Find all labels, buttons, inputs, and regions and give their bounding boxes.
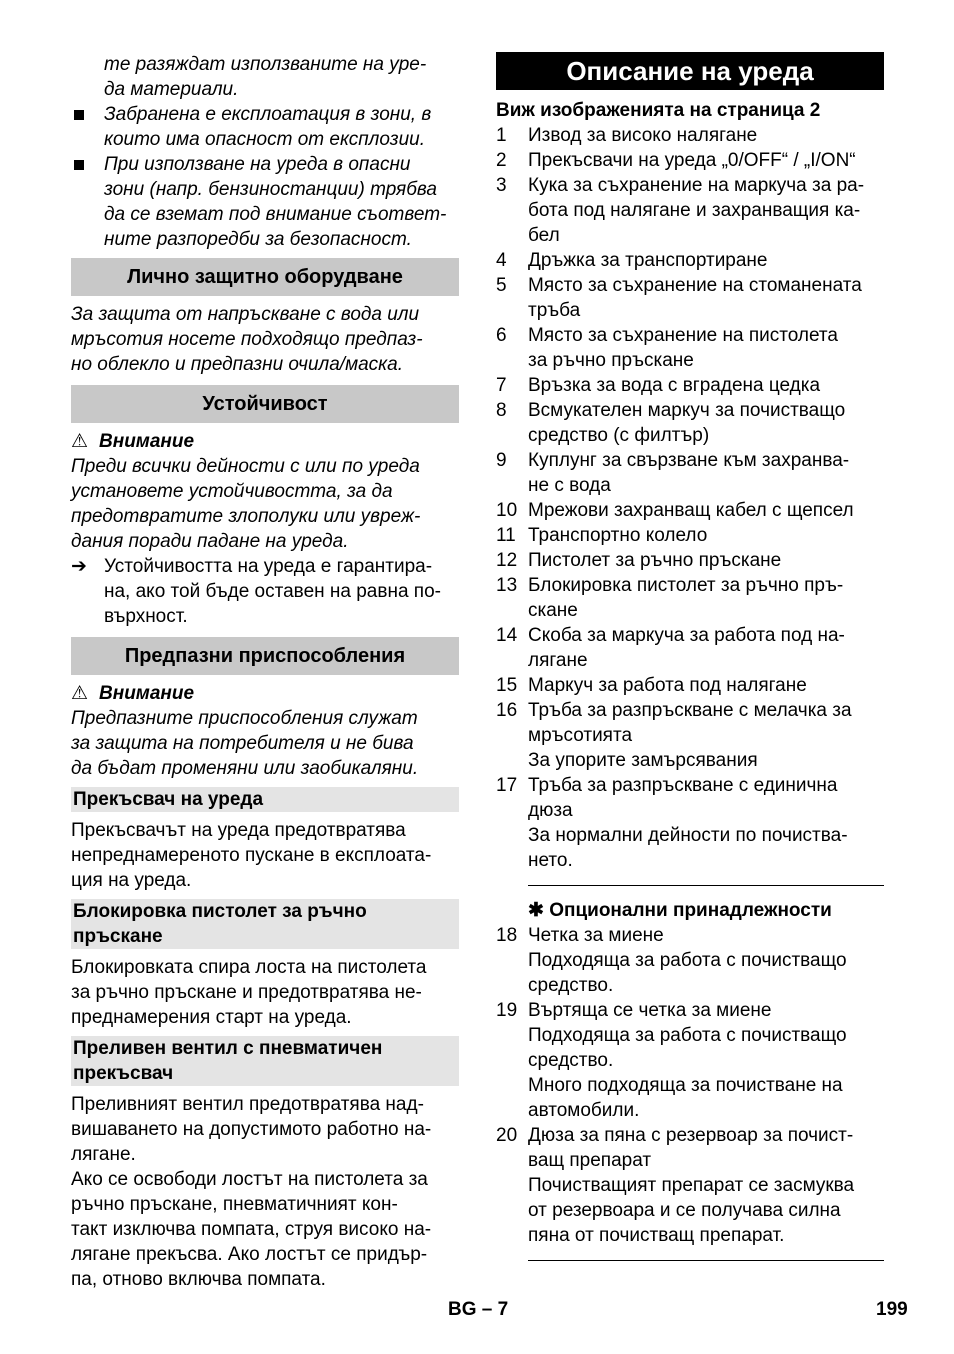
text-line: дания поради падане на уреда. [71,531,349,552]
item-text-line: тръба [528,300,581,321]
item-text-line: нето. [528,850,573,871]
item-number: 2 [496,150,507,171]
item-number: 5 [496,275,507,296]
item-text-line: бел [528,225,560,246]
list-item [496,548,884,573]
list-item [496,498,884,523]
continued-text [71,52,459,102]
list-item [496,998,884,1123]
figures-reference: Виж изображенията на страница 2 [496,100,821,121]
item-text-line: Прекъсвачи на уреда „0/OFF“ / „I/ON“ [528,150,856,171]
item-text-line: Място за съхранение на пистолета [528,325,838,346]
item-text-line: Тръба за разпръскване с единична [528,775,838,796]
item-text-line: Куплунг за свързване към захранва- [528,450,850,471]
optional-accessories-list [496,923,884,1248]
divider [528,1260,884,1261]
heading-safety-devices: Предпазни приспособления [71,637,459,675]
heading-line: прекъсвач [73,1063,174,1084]
item-text-line: Подходяща за работа с почистващо [528,1025,847,1046]
item-text-line: Транспортно колело [528,525,708,546]
item-text-line: Подходяща за работа с почистващо [528,950,847,971]
item-text-line: Почистващият препарат се засмуква [528,1175,855,1196]
list-item [496,773,884,873]
item-text-line: Връзка за вода с вградена цедка [528,375,821,396]
section-title: Описание на уреда [496,52,884,90]
valve-text [71,1092,459,1292]
heading-stability: Устойчивост [71,385,459,423]
item-number: 17 [496,775,518,796]
text-line: Ако се освободи лостът на пистолета за [71,1169,428,1190]
item-text-line: Пистолет за ръчно пръскане [528,550,782,571]
item-text-line: Тръба за разпръскване с мелачка за [528,700,852,721]
right-column [496,52,884,1273]
text-line: върхност. [104,606,188,627]
item-text-line: мръсотията [528,725,633,746]
heading-line: пръскане [73,926,163,947]
item-number: 11 [496,525,516,546]
text-line: такт изключва помпата, струя високо на- [71,1219,432,1240]
warning-triangle-icon: ⚠ [71,683,89,704]
list-item [496,123,884,148]
warning-text: Внимание [99,431,195,452]
divider [528,885,884,886]
heading-ppe: Лично защитно оборудване [71,258,459,296]
text-line: за ръчно пръскане и предотвратява не- [71,982,422,1003]
item-number: 4 [496,250,507,271]
text-line: те разяждат използваните на уре- [104,54,427,75]
list-item [496,698,884,773]
item-number: 9 [496,450,507,471]
heading-gun-lock [71,899,459,949]
item-text-line: лягане [528,650,588,671]
item-text-line: от резервоара и се получава силна [528,1200,841,1221]
item-text-line: За упорите замърсявания [528,750,758,771]
item-number: 13 [496,575,518,596]
optional-accessories-heading: ✱ Опционални принадлежности [528,900,832,921]
warning-triangle-icon: ⚠ [71,431,89,452]
item-text-line: Въртяща се четка за миене [528,1000,772,1021]
heading-device-switch: Прекъсвач на уреда [71,787,459,812]
square-bullet-icon [74,160,84,170]
item-text-line: Много подходяща за почистване на [528,1075,843,1096]
text-line: ните разпоредби за безопасност. [104,229,412,250]
item-number: 8 [496,400,507,421]
list-item [496,323,884,373]
item-number: 7 [496,375,507,396]
text-line: Забранена е експлоатация в зони, в [104,104,432,125]
heading-line: Блокировка пистолет за ръчно [73,901,367,922]
list-item [496,923,884,998]
text-line: Устойчивостта на уреда е гарантира- [104,556,433,577]
item-text-line: Дръжка за транспортиране [528,250,768,271]
text-line: установете устойчивостта, за да [71,481,393,502]
list-item [496,148,884,173]
item-text-line: За нормални дейности по почиства- [528,825,848,846]
text-line: лягане прекъсва. Ако лостът се придър- [71,1244,428,1265]
text-line: мръсотия носете подходящо предпаз- [71,329,423,350]
arrow-right-icon: ➔ [71,556,87,577]
item-number: 6 [496,325,507,346]
text-line: но облекло и предпазни очила/маска. [71,354,403,375]
item-number: 20 [496,1125,518,1146]
list-item [496,1123,884,1248]
item-number: 18 [496,925,518,946]
text-line: вишаването на допустимото работно на- [71,1119,432,1140]
switch-text [71,818,459,893]
stability-warning-text [71,454,459,554]
list-item [496,448,884,498]
square-bullet-icon [74,110,84,120]
warning-label [71,681,459,706]
text-line: зони (напр. бензиностанции) трябва [104,179,437,200]
bullet-hazardous-zones [71,152,459,252]
text-line: Блокировката спира лоста на пистолета [71,957,427,978]
item-number: 10 [496,500,518,521]
item-text-line: Кука за съхранение на маркуча за ра- [528,175,865,196]
item-number: 19 [496,1000,518,1021]
item-text-line: Всмукателен маркуч за почистващо [528,400,846,421]
item-text-line: Маркуч за работа под налягане [528,675,807,696]
arrow-instruction [71,554,459,629]
text-line: Прекъсвачът на уреда предотвратява [71,820,406,841]
list-item [496,248,884,273]
item-text-line: не с вода [528,475,611,496]
parts-list [496,123,884,873]
item-number: 15 [496,675,518,696]
list-item [496,673,884,698]
item-text-line: скане [528,600,578,621]
list-item [496,373,884,398]
safety-warning-text [71,706,459,781]
language-page-code: BG – 7 [448,1299,509,1320]
text-line: да материали. [104,79,239,100]
list-item [496,623,884,673]
item-text-line: Място за съхранение на стоманената [528,275,862,296]
item-text-line: дюза [528,800,573,821]
page-number: 199 [876,1299,908,1320]
lock-text [71,955,459,1030]
item-number: 16 [496,700,518,721]
text-line: па, отново включва помпата. [71,1269,326,1290]
item-text-line: средство (с филтър) [528,425,710,446]
text-line: предотвратите злополуки или увреж- [71,506,421,527]
list-item [496,273,884,323]
text-line: При използване на уреда в опасни [104,154,411,175]
item-number: 1 [496,125,507,146]
item-text-line: автомобили. [528,1100,640,1121]
item-text-line: Дюза за пяна с резервоар за почист- [528,1125,854,1146]
text-line: да се вземат под внимание съответ- [104,204,447,225]
item-text-line: средство. [528,975,614,996]
text-line: лягане. [71,1144,136,1165]
heading-line: Преливен вентил с пневматичен [73,1038,383,1059]
list-item [496,398,884,448]
item-text-line: Извод за високо налягане [528,125,758,146]
text-line: да бъдат променяни или заобикаляни. [71,758,419,779]
bullet-explosion-zones [71,102,459,152]
item-text-line: Скоба за маркуча за работа под на- [528,625,845,646]
text-line: непреднамереното пускане в експлоата- [71,845,432,866]
item-text-line: за ръчно пръскане [528,350,694,371]
item-text-line: Четка за миене [528,925,664,946]
left-column [71,52,459,1292]
list-item [496,573,884,623]
ppe-text [71,302,459,377]
item-text-line: бота под налягане и захранващия ка- [528,200,861,221]
text-line: ръчно пръскане, пневматичният кон- [71,1194,398,1215]
text-line: Преливният вентил предотвратява над- [71,1094,424,1115]
text-line: ция на уреда. [71,870,192,891]
text-line: които има опасност от експлозии. [104,129,425,150]
item-number: 3 [496,175,507,196]
text-line: Преди всички дейности с или по уреда [71,456,420,477]
list-item [496,523,884,548]
item-text-line: Мрежови захранващ кабел с щепсел [528,500,854,521]
item-text-line: пяна от почистващ препарат. [528,1225,785,1246]
text-line: на, ако той бъде оставен на равна по- [104,581,441,602]
item-number: 14 [496,625,518,646]
text-line: За защита от напръскване с вода или [71,304,420,325]
item-text-line: ващ препарат [528,1150,652,1171]
heading-overflow-valve [71,1036,459,1086]
text-line: за защита на потребителя и не бива [71,733,414,754]
item-text-line: Блокировка пистолет за ръчно пръ- [528,575,844,596]
text-line: Предпазните приспособления служат [71,708,418,729]
warning-label [71,429,459,454]
text-line: преднамерения старт на уреда. [71,1007,352,1028]
list-item [496,173,884,248]
item-text-line: средство. [528,1050,614,1071]
item-number: 12 [496,550,518,571]
warning-text: Внимание [99,683,195,704]
